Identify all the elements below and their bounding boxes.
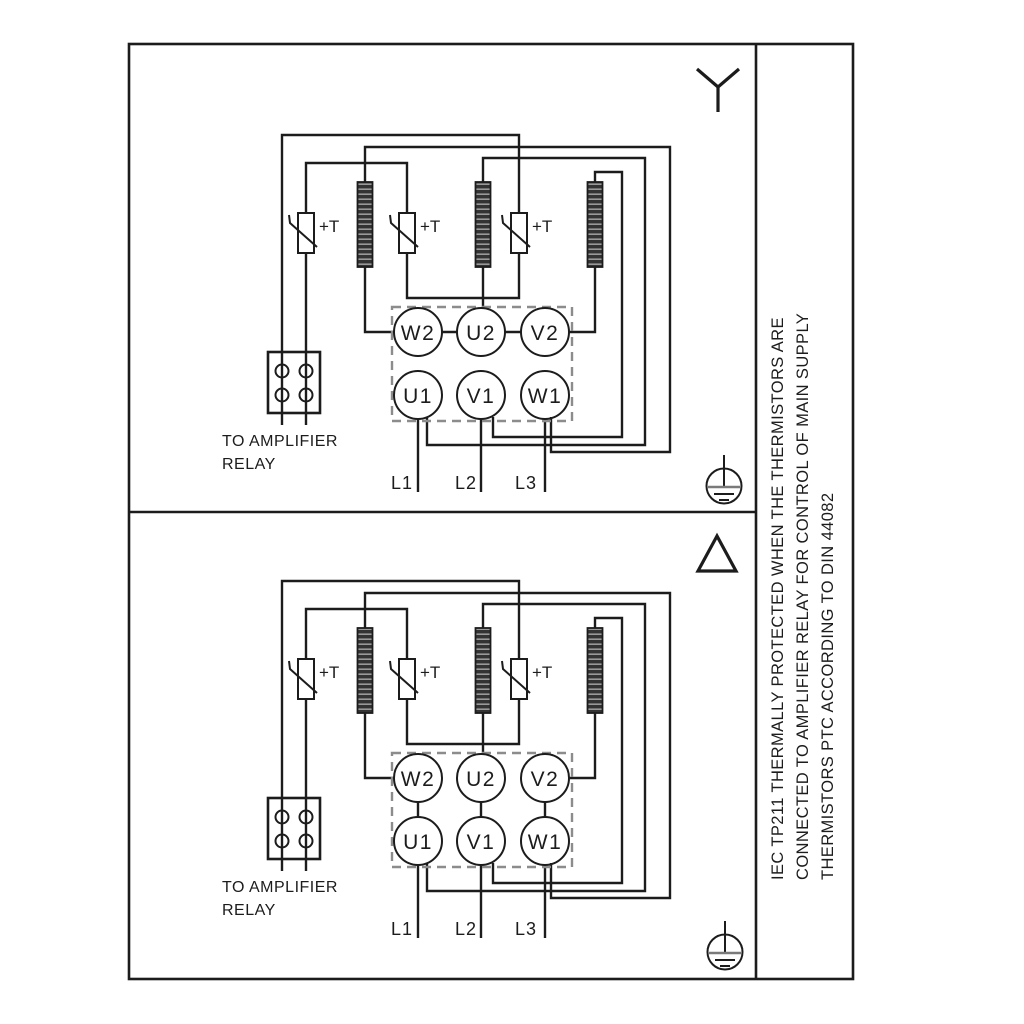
thermistor-strike	[390, 661, 418, 693]
relay-caption-line2: RELAY	[222, 902, 276, 919]
diagram-root	[129, 44, 853, 979]
thermistor-strike	[502, 661, 530, 693]
terminal-u2	[457, 754, 505, 802]
thermistor-3	[502, 213, 552, 253]
terminal-u1	[394, 371, 442, 419]
supply-label-l3: L3	[514, 473, 537, 493]
relay-caption-line2: RELAY	[222, 456, 276, 473]
terminal-v2	[521, 754, 569, 802]
svg-text:W1: W1	[527, 385, 563, 408]
supply-label-l1: L1	[390, 473, 413, 493]
delta-wiring-diagram	[222, 581, 670, 939]
side-note-line2: CONNECTED TO AMPLIFIER RELAY FOR CONTROL OF MAIN SUPPLY	[794, 312, 812, 880]
delta-connection-icon	[698, 536, 736, 571]
terminal-v1	[457, 371, 505, 419]
winding-bar-2	[476, 628, 491, 713]
winding-bar-1	[358, 182, 373, 267]
amplifier-relay-block	[268, 352, 320, 413]
terminal-u1	[394, 817, 442, 865]
svg-text:U1: U1	[403, 831, 433, 854]
thermistor-label: +T	[319, 663, 340, 682]
terminal-w1	[521, 817, 569, 865]
terminal-w2	[394, 754, 442, 802]
thermistor-label: +T	[420, 217, 441, 236]
svg-text:V1: V1	[466, 831, 496, 854]
star-wiring-diagram	[222, 135, 670, 493]
terminal-w1	[521, 371, 569, 419]
svg-text:V1: V1	[466, 385, 496, 408]
terminal-v1	[457, 817, 505, 865]
svg-text:V2: V2	[530, 768, 560, 791]
protective-earth-icon-bottom	[708, 921, 743, 970]
protective-earth-icon-top	[707, 455, 742, 504]
terminal-w2	[394, 308, 442, 356]
relay-box	[268, 352, 320, 413]
winding-bar-2	[476, 182, 491, 267]
winding-bar-3	[588, 628, 603, 713]
thermistor-3	[502, 659, 552, 699]
side-note-line3: THERMISTORS PTC ACCORDING TO DIN 44082	[819, 492, 837, 880]
supply-label-l2: L2	[454, 919, 477, 939]
thermistor-label: +T	[532, 217, 553, 236]
star-connection-icon	[697, 69, 739, 112]
svg-text:W2: W2	[400, 768, 436, 791]
thermistor-strike	[502, 215, 530, 247]
relay-caption-line1: TO AMPLIFIER	[222, 433, 338, 450]
thermistor-label: +T	[532, 663, 553, 682]
thermistor-strike	[289, 661, 317, 693]
thermistor-2	[390, 213, 440, 253]
thermistor-label: +T	[420, 663, 441, 682]
thermistor-strike	[390, 215, 418, 247]
thermistor-1	[289, 213, 339, 253]
svg-text:U2: U2	[466, 768, 496, 791]
amplifier-relay-block	[268, 798, 320, 859]
terminal-v2	[521, 308, 569, 356]
thermistor-strike	[289, 215, 317, 247]
supply-label-l3: L3	[514, 919, 537, 939]
winding-bar-3	[588, 182, 603, 267]
side-note-line1: IEC TP211 THERMALLY PROTECTED WHEN THE THERMISTORS ARE	[769, 317, 787, 880]
supply-label-l1: L1	[390, 919, 413, 939]
relay-caption-line1: TO AMPLIFIER	[222, 879, 338, 896]
svg-text:W2: W2	[400, 322, 436, 345]
supply-label-l2: L2	[454, 473, 477, 493]
winding-bar-1	[358, 628, 373, 713]
side-note	[769, 313, 837, 880]
delta-bridge-links	[418, 802, 545, 817]
svg-text:V2: V2	[530, 322, 560, 345]
svg-text:W1: W1	[527, 831, 563, 854]
thermistor-2	[390, 659, 440, 699]
terminal-u2	[457, 308, 505, 356]
svg-text:U2: U2	[466, 322, 496, 345]
svg-text:U1: U1	[403, 385, 433, 408]
thermistor-1	[289, 659, 339, 699]
relay-box	[268, 798, 320, 859]
thermistor-label: +T	[319, 217, 340, 236]
